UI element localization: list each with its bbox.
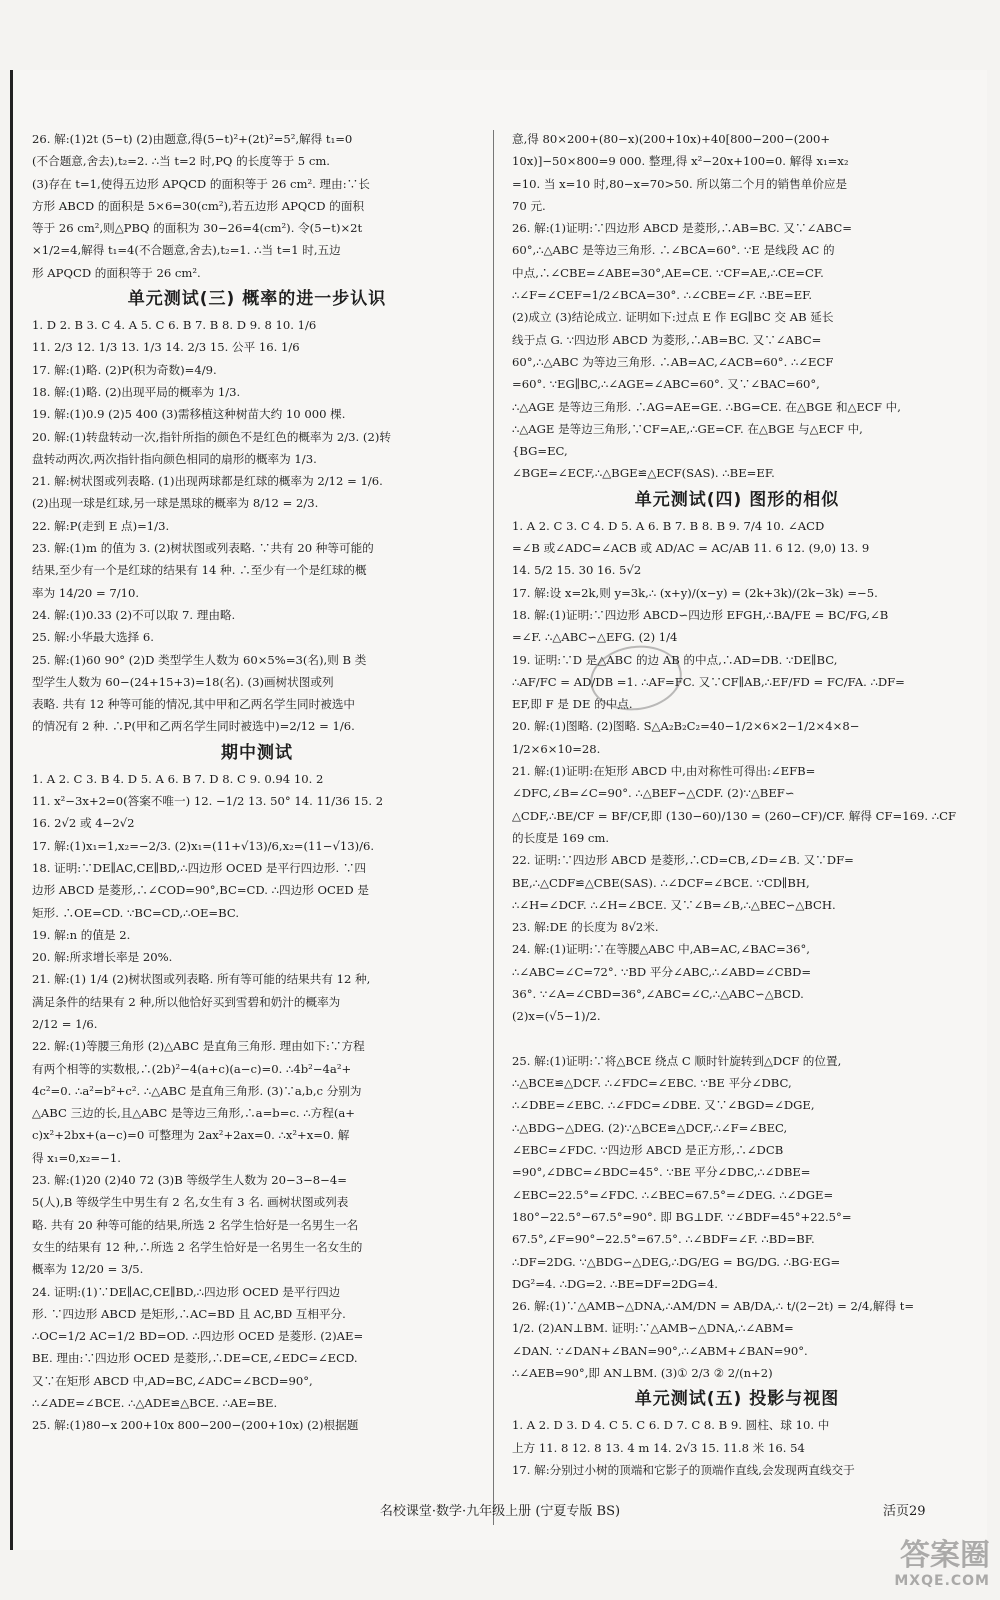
answer-line: 19. 解:(1)0.9 (2)5 400 (3)需移植这种树苗大约 10 000 棵. [32,407,346,422]
answer-line: 表略. 共有 12 种等可能的情况,其中甲和乙两名学生同时被选中 [32,697,356,712]
answer-line: 18. 解:(1)略. (2)出现平局的概率为 1/3. [32,384,241,399]
answer-line: 25. 解:小华最大选择 6. [32,630,154,645]
answer-line: 方形 ABCD 的面积是 5×6=30(cm²),若五边形 APQCD 的面积 [32,198,365,213]
answer-line: 2/12 = 1/6. [32,1016,98,1031]
answer-line: (2)出现一球是红球,另一球是黑球的概率为 8/12 = 2/3. [32,496,319,511]
answer-line: =60°. ∵EG∥BC,∴∠AGE=∠ABC=60°. 又∵∠BAC=60°, [512,377,820,392]
answer-line: 11. 2/3 12. 1/3 13. 1/3 14. 2/3 15. 公平 16. 1/6 [32,340,300,355]
answer-line: ∠DAN. ∵∠DAN+∠BAN=90°,∴∠ABM+∠BAN=90°. [512,1343,808,1358]
answer-line: 17. 解:(1)略. (2)P(积为奇数)=4/9. [32,362,217,377]
answer-line: 19. 证明:∵D 是△ABC 的边 AB 的中点,∴AD=DB. ∵DE∥BC, [512,652,838,667]
left-column [32,128,482,1437]
answer-line: ∴∠AEB=90°,即 AN⊥BM. (3)① 2/3 ② 2/(n+2) [512,1366,773,1381]
answer-line: 14. 5/2 15. 30 16. 5√2 [512,563,642,578]
answer-line: 17. 解:设 x=2k,则 y=3k,∴ (x+y)/(x−y) = (2k+3k)/(2k−3k) =−5. [512,585,878,600]
answer-line [512,1028,962,1050]
section-title: 单元测试(三) 概率的进一步认识 [127,289,387,310]
answer-line: ∴∠ADE=∠BCE. ∴△ADE≌△BCE. ∴AE=BE. [32,1396,278,1411]
answer-line: 形. ∵四边形 ABCD 是矩形,∴AC=BD 且 AC,BD 互相平分. [32,1306,346,1321]
answer-line: 满足条件的结果有 2 种,所以他恰好买到雪碧和奶汁的概率为 [32,994,341,1009]
answer-line: 25. 解:(1)证明:∵将△BCE 绕点 C 顺时针旋转到△DCF 的位置, [512,1053,842,1068]
answer-line: 概率为 12/20 = 3/5. [32,1262,144,1277]
binding-rule [10,70,13,1550]
answer-line: 60°,∴△ABC 为等边三角形. ∴AB=AC,∠ACB=60°. ∴∠ECF [512,354,834,369]
answer-line: 60°,∴△ABC 是等边三角形. ∴∠BCA=60°. ∵E 是线段 AC 的 [512,243,835,258]
answer-line: 形 APQCD 的面积等于 26 cm². [32,265,201,280]
answer-line: 女生的结果有 12 种,∴所选 2 名学生恰好是一名男生一名女生的 [32,1239,363,1254]
answer-line: 22. 证明:∵四边形 ABCD 是菱形,∴CD=CB,∠D=∠B. 又∵DF= [512,853,854,868]
answer-line: ∴DF=2DG. ∵△BDG∽△DEG,∴DG/EG = BG/DG. ∴BG·EG= [512,1254,841,1269]
answer-line: 意,得 80×200+(80−x)(200+10x)+40[800−200−(200+ [512,132,831,146]
answer-line: 1/2×6×10=28. [512,741,601,756]
answer-line: ∴∠DBE=∠EBC. ∴∠FDC=∠DBE. 又∵∠BGD=∠DGE, [512,1098,815,1113]
answer-line: DG²=4. ∴DG=2. ∴BE=DF=2DG=4. [512,1276,718,1291]
answer-line: 24. 解:(1)证明:∵在等腰△ABC 中,AB=AC,∠BAC=36°, [512,942,810,957]
answer-line: ∴△AGE 是等边三角形. ∴AG=AE=GE. ∴BG=CE. 在△BGE 和△ECF 中, [512,399,901,414]
answer-line: =∠F. ∴△ABC∽△EFG. (2) 1/4 [512,630,678,645]
answer-line: 4c²=0. ∴a²=b²+c². ∴△ABC 是直角三角形. (3)∵a,b,c 分别为 [32,1083,362,1098]
answer-line: 结果,至少有一个是红球的结果有 14 种. ∴至少有一个是红球的概 [32,563,367,578]
answer-line: 1. D 2. B 3. C 4. A 5. C 6. B 7. B 8. D 9. 8 10. 1/6 [32,318,317,333]
answer-line: 18. 证明:∵DE∥AC,CE∥BD,∴四边形 OCED 是平行四边形. ∵四 [32,860,367,875]
answer-line: 24. 证明:(1)∵DE∥AC,CE∥BD,∴四边形 OCED 是平行四边 [32,1284,341,1299]
answer-line: 17. 解:(1)x₁=1,x₂=−2/3. (2)x₁=(11+√13)/6,x₂=(11−√13)/6. [32,838,375,853]
watermark-url: MXQE.COM [894,1573,990,1589]
answer-line: 略. 共有 20 种等可能的结果,所选 2 名学生恰好是一名男生一名 [32,1217,359,1232]
answer-line: 26. 解:(1)2t (5−t) (2)由题意,得(5−t)²+(2t)²=5²,解得 t₁=0 [32,132,353,146]
watermark-logo [860,1540,990,1596]
answer-line: 25. 解:(1)60 90° (2)D 类型学生人数为 60×5%=3(名),则 B 类 [32,652,367,667]
answer-line: 1. A 2. C 3. C 4. D 5. A 6. B 7. B 8. B 9. 7/4 10. ∠ACD [512,518,825,533]
answer-line: ∴∠F=∠CEF=1/2∠BCA=30°. ∴∠CBE=∠F. ∴BE=EF. [512,288,813,303]
answer-line: 1/2. (2)AN⊥BM. 证明:∵△AMB∽△DNA,∴∠ABM= [512,1321,794,1336]
answer-line: 11. x²−3x+2=0(答案不唯一) 12. −1/2 13. 50° 14. 11/36 15. 2 [32,794,384,809]
answer-line: 36°. ∵∠A=∠CBD=36°,∠ABC=∠C,∴△ABC∽△BCD. [512,986,804,1001]
answer-line: BE. 理由:∵四边形 OCED 是菱形,∴DE=CE,∠EDC=∠ECD. [32,1351,358,1366]
answer-line: 21. 解:(1)证明:在矩形 ABCD 中,由对称性可得出:∠EFB= [512,764,816,779]
answer-line: 67.5°,∠F=90°−22.5°=67.5°. ∴∠BDF=∠F. ∴BD=BF. [512,1232,815,1247]
answer-line: =90°,∠DBC=∠BDC=45°. ∵BE 平分∠DBC,∴∠DBE= [512,1165,811,1180]
answer-line: 23. 解:(1)20 (2)40 72 (3)B 等级学生人数为 20−3−8−4= [32,1173,347,1188]
answer-line: 19. 解:n 的值是 2. [32,927,131,942]
answer-line: c)x²+2bx+(a−c)=0 可整理为 2ax²+2ax=0. ∴x²+x=0. 解 [32,1128,350,1143]
answer-line: △CDF,∴BE/CF = BF/CF,即 (130−60)/130 = (260−CF)/CF. 解得 CF=169. ∴CF [512,808,957,823]
answer-line: 5(人),B 等级学生中男生有 2 名,女生有 3 名. 画树状图或列表 [32,1195,349,1210]
answer-line: ×1/2=4,解得 t₁=4(不合题意,舍去),t₂=1. ∴当 t=1 时,五边 [32,243,341,258]
answer-line: 又∵在矩形 ABCD 中,AD=BC,∠ADC=∠BCD=90°, [32,1373,313,1388]
answer-line: ∠EBC=22.5°=∠FDC. ∴∠BEC=67.5°=∠DEG. ∴∠DGE= [512,1187,834,1202]
footer-page-number: 活页29 [883,1504,926,1519]
section-title: 单元测试(五) 投影与视图 [634,1389,840,1410]
watermark-text: 答案圈 [900,1538,990,1573]
answer-line: 上方 11. 8 12. 8 13. 4 m 14. 2√3 15. 11.8 米 16. 54 [512,1440,805,1455]
answer-line: (2)成立 (3)结论成立. 证明如下:过点 E 作 EG∥BC 交 AB 延长 [512,310,834,325]
answer-line: 22. 解:P(走到 E 点)=1/3. [32,518,170,533]
answer-line: (2)x=(√5−1)/2. [512,1009,601,1024]
answer-line: 26. 解:(1)∵△AMB∽△DNA,∴AM/DN = AB/DA,∴ t/(2−2t) = 2/4,解得 t= [512,1299,915,1314]
answer-line: ∴∠H=∠DCF. ∴∠H=∠BCE. 又∵∠B=∠B,∴△BEC∽△BCH. [512,897,836,912]
answer-line: △ABC 三边的长,且△ABC 是等边三角形,∴a=b=c. ∴方程(a+ [32,1106,355,1121]
answer-line: (3)存在 t=1,使得五边形 APQCD 的面积等于 26 cm². 理由:∵长 [32,176,370,191]
answer-line: 24. 解:(1)0.33 (2)不可以取 7. 理由略. [32,607,236,622]
answer-line: 20. 解:所求增长率是 20%. [32,950,173,965]
answer-line: 21. 解:树状图或列表略. (1)出现两球都是红球的概率为 2/12 = 1/6. [32,474,383,489]
right-column [512,128,962,1481]
answer-line: ∠DFC,∠B=∠C=90°. ∴△BEF∽△CDF. (2)∵△BEF∽ [512,786,795,801]
answer-line: ∠BGE=∠ECF,∴△BGE≌△ECF(SAS). ∴BE=EF. [512,466,775,481]
answer-line: 22. 解:(1)等腰三角形 (2)△ABC 是直角三角形. 理由如下:∵方程 [32,1039,365,1054]
answer-line: ∴△BCE≌△DCF. ∴∠FDC=∠EBC. ∵BE 平分∠DBC, [512,1076,792,1091]
answer-line: BE,∴△CDF≌△CBE(SAS). ∴∠DCF=∠BCE. ∵CD∥BH, [512,875,810,890]
answer-line: ∴∠ABC=∠C=72°. ∵BD 平分∠ABC,∴∠ABD=∠CBD= [512,964,812,979]
answer-line: 盘转动两次,两次指针指向颜色相同的扇形的概率为 1/3. [32,451,317,466]
answer-line: {BG=EC, [512,444,568,459]
answer-line: =∠B 或∠ADC=∠ACB 或 AD/AC = AC/AB 11. 6 12. (9,0) 13. 9 [512,541,870,556]
answer-line: 1. A 2. D 3. D 4. C 5. C 6. D 7. C 8. B 9. 圆柱、球 10. 中 [512,1418,830,1433]
answer-line: 18. 解:(1)证明:∵四边形 ABCD∽四边形 EFGH,∴BA/FE = BC/FG,∠B [512,607,889,622]
answer-line: 得 x₁=0,x₂=−1. [32,1150,121,1165]
answer-line: ∠EBC=∠FDC. ∵四边形 ABCD 是正方形,∴∠DCB [512,1143,784,1158]
answer-line: 线于点 G. ∵四边形 ABCD 为菱形,∴AB=BC. 又∵∠ABC= [512,332,822,347]
answer-line: ∴△AGE 是等边三角形,∵CF=AE,∴GE=CF. 在△BGE 与△ECF 中, [512,421,863,436]
answer-line: ∴OC=1/2 AC=1/2 BD=OD. ∴四边形 OCED 是菱形. (2)AE= [32,1329,364,1344]
answer-line: EF,即 F 是 DE 的中点. [512,697,633,712]
answer-line: (不合题意,舍去),t₂=2. ∴当 t=2 时,PQ 的长度等于 5 cm. [32,154,330,169]
answer-line: 矩形. ∴OE=CD. ∵BC=CD,∴OE=BC. [32,905,240,920]
answer-line: 26. 解:(1)证明:∵四边形 ABCD 是菱形,∴AB=BC. 又∵∠ABC= [512,221,852,236]
answer-line: ∴AF/FC = AD/DB =1. ∴AF=FC. 又∵CF∥AB,∴EF/FD = FC/FA. ∴DF= [512,674,905,689]
answer-line: 70 元. [512,198,546,213]
answer-line: 10x)]−50×800=9 000. 整理,得 x²−20x+100=0. 解得 x₁=x₂ [512,154,849,169]
answer-line: 的情况有 2 种. ∴P(甲和乙两名学生同时被选中)=2/12 = 1/6. [32,719,355,734]
answer-line: 23. 解:DE 的长度为 8√2米. [512,920,659,935]
answer-line: 20. 解:(1)转盘转动一次,指针所指的颜色不是红色的概率为 2/3. (2)转 [32,429,391,444]
answer-line: 率为 14/20 = 7/10. [32,585,140,600]
answer-line: =10. 当 x=10 时,80−x=70>50. 所以第二个月的销售单价应是 [512,176,848,191]
answer-line: 20. 解:(1)图略. (2)图略. S△A₂B₂C₂=40−1/2×6×2−1/2×4×8− [512,719,860,734]
answer-line: 16. 2√2 或 4−2√2 [32,816,135,831]
section-title: 期中测试 [221,742,293,763]
answer-line: 23. 解:(1)m 的值为 3. (2)树状图或列表略. ∵共有 20 种等可能的 [32,541,374,556]
answer-line: 1. A 2. C 3. B 4. D 5. A 6. B 7. D 8. C 9. 0.94 10. 2 [32,771,324,786]
answer-line: 25. 解:(1)80−x 200+10x 800−200−(200+10x) (2)根据题 [32,1418,359,1433]
answer-line: 的长度是 169 cm. [512,830,610,845]
answer-line: 型学生人数为 60−(24+15+3)=18(名). (3)画树状图或列 [32,674,334,689]
column-divider [493,130,494,1525]
answer-line: ∴△BDG∽△DEG. (2)∵△BCE≌△DCF,∴∠F=∠BEC, [512,1120,788,1135]
answer-line: 21. 解:(1) 1/4 (2)树状图或列表略. 所有等可能的结果共有 12 种, [32,972,371,987]
answer-line: 等于 26 cm²,则△PBQ 的面积为 30−26=4(cm²). 令(5−t)×2t [32,221,363,236]
section-title: 单元测试(四) 图形的相似 [634,489,840,510]
answer-line: 中点,∴∠CBE=∠ABE=30°,AE=CE. ∵CF=AE,∴CE=CF. [512,265,824,280]
answer-line: 有两个相等的实数根,∴(2b)²−4(a+c)(a−c)=0. ∴4b²−4a²+ [32,1061,352,1076]
answer-line: 17. 解:分别过小树的顶端和它影子的顶端作直线,会发现两直线交于 [512,1462,855,1477]
answer-line: 180°−22.5°−67.5°=90°. 即 BG⊥DF. ∵∠BDF=45°+22.5°= [512,1209,852,1224]
page-footer [0,1501,1000,1523]
footer-book-title: 名校课堂·数学·九年级上册 (宁夏专版 BS) [379,1504,621,1519]
answer-line: 边形 ABCD 是菱形,∴∠COD=90°,BC=CD. ∴四边形 OCED 是 [32,883,369,898]
